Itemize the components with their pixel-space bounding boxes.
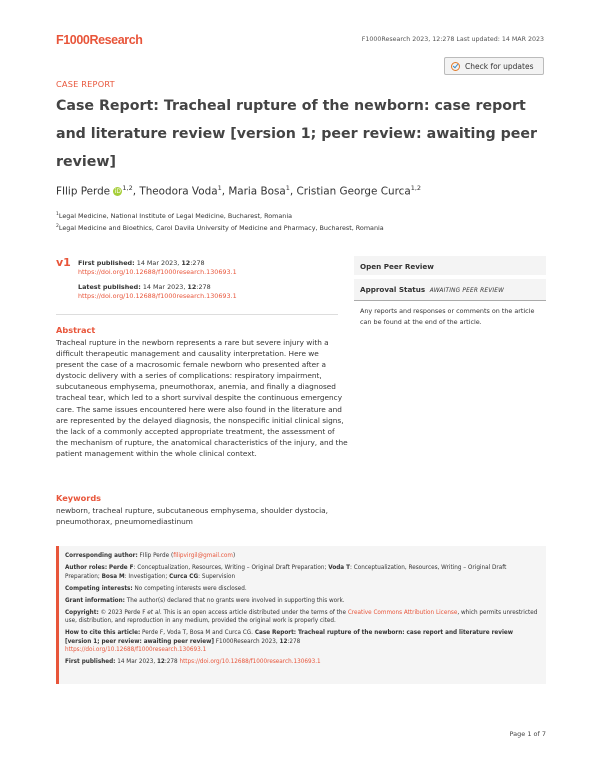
header-citation: F1000Research 2023, 12:278 Last updated: 14 MAR 2023	[361, 36, 544, 43]
author-name[interactable]: FIlip Perde	[56, 185, 111, 198]
cite-doi-link[interactable]: https://doi.org/10.12688/f1000research.130693.1	[65, 647, 207, 654]
cite-title: Case Report: Tracheal rupture of the newborn: case report and literature review [version 1; peer review: awaiting peer review]	[65, 630, 514, 645]
first-published-doi-link[interactable]: https://doi.org/10.12688/f1000research.130693.1	[78, 268, 237, 276]
copyright-pre: © 2023 Perde F	[100, 609, 148, 616]
abstract-heading: Abstract	[56, 325, 96, 335]
article-type-label: CASE REPORT	[56, 79, 115, 89]
copyright	[65, 609, 538, 626]
role-text: : Supervision	[198, 573, 236, 580]
page-number: Page 1 of 7	[509, 730, 546, 738]
cc-license-link[interactable]: Creative Commons Attribution License	[347, 609, 458, 616]
latest-published-page: :278	[196, 283, 211, 291]
affiliation-num: 1	[56, 212, 59, 217]
cite-authors: Perde F, Voda T, Bosa M and Curca CG.	[142, 630, 253, 637]
firstpub-label: First published:	[65, 659, 116, 666]
role-author: Voda T	[328, 564, 351, 571]
competing-text: No competing interests were disclosed.	[134, 585, 247, 592]
corresponding-author: Corresponding author: FIlip Perde (filipvirgil@gmail.com)	[65, 553, 236, 559]
affiliation-text: Legal Medicine, National Institute of Legal Medicine, Bucharest, Romania	[58, 212, 293, 221]
latest-published-vol: 12	[187, 283, 197, 291]
copyright-post: , which permits unrestricted use, distribution, and reproduction in any medium, provided the original work is properly cited.	[65, 609, 538, 625]
cite-vol: 12	[279, 638, 288, 645]
firstpub-vol: 12	[156, 659, 165, 666]
role-text: : Conceptualization, Resources, Writing – Original Draft Preparation;	[65, 564, 507, 580]
check-for-updates-button[interactable]	[444, 57, 544, 75]
peer-review-note: Any reports and responses or comments on the article can be found at the end of the article.	[360, 307, 535, 326]
role-text: : Conceptualization, Resources, Writing – Original Draft Preparation;	[133, 564, 329, 571]
peer-review-panel	[354, 256, 546, 340]
role-author: Bosa M	[101, 573, 125, 580]
approval-status	[354, 279, 546, 301]
corr-label: Corresponding author:	[65, 553, 138, 559]
roles-label: Author roles:	[65, 564, 108, 571]
role-text: : Investigation;	[124, 573, 170, 580]
cite-page: :278	[287, 638, 301, 645]
competing-label: Competing interests:	[65, 585, 133, 592]
latest-published-date: 14 Mar 2023,	[142, 283, 188, 291]
check-updates-icon	[451, 62, 460, 71]
author-affil-sup: 1	[285, 184, 290, 192]
first-published-block	[78, 259, 237, 277]
role-author: Perde F	[108, 564, 134, 571]
keywords-heading: Keywords	[56, 493, 102, 503]
journal-logo: F1000Research	[56, 33, 143, 47]
latest-published-label: Latest published:	[78, 283, 141, 291]
author-affil-sup: 1	[217, 184, 222, 192]
cite-journal: F1000Research 2023,	[215, 638, 278, 645]
grant-label: Grant information:	[65, 597, 125, 604]
first-published-vol: 12	[181, 259, 191, 267]
affiliation-2	[56, 224, 384, 232]
keywords-text: newborn, tracheal rupture, subcutaneous emphysema, shoulder dystocia, pneumothorax, pneumomediastinum	[56, 506, 328, 527]
divider	[56, 314, 338, 315]
latest-published-block	[78, 283, 237, 301]
corr-name: FIlip Perde	[139, 553, 170, 559]
grant-information	[65, 597, 538, 606]
first-published-info	[65, 658, 538, 667]
author-affil-sup: 1,2	[122, 184, 133, 192]
first-published-date: 14 Mar 2023,	[136, 259, 182, 267]
approval-status-value: AWAITING PEER REVIEW	[429, 288, 505, 294]
article-title: Case Report: Tracheal rupture of the newborn: case report and literature review [version 1; peer review: awaiting peer review]	[56, 98, 538, 170]
author-name[interactable]: Maria Bosa	[228, 185, 286, 198]
approval-status-label: Approval Status	[360, 285, 426, 294]
author-list: FIlip Perde iD$^{1,2}$, Theodora Voda$^1$, Maria Bosa$^1$, Cristian George Curca$^{1,2}$	[56, 184, 422, 198]
affiliation-num: 2	[56, 224, 59, 229]
copyright-label: Copyright:	[65, 609, 99, 616]
how-to-cite	[65, 629, 538, 655]
firstpub-page: :278	[164, 659, 178, 666]
firstpub-doi-link[interactable]: https://doi.org/10.12688/f1000research.130693.1	[179, 659, 321, 666]
copyright-etal: et al	[147, 609, 160, 616]
affiliation-text: Legal Medicine and Bioethics, Carol Davila University of Medicine and Pharmacy, Bucharest, Romania	[58, 224, 384, 233]
copyright-mid: . This is an open access article distributed under the terms of the	[159, 609, 348, 616]
peer-review-heading: Open Peer Review	[354, 256, 546, 275]
firstpub-date: 14 Mar 2023,	[117, 659, 156, 666]
orcid-icon[interactable]: iD	[114, 188, 122, 196]
affiliation-1	[56, 212, 292, 220]
author-name[interactable]: Cristian George Curca	[296, 185, 411, 198]
grant-text: The author(s) declared that no grants were involved in supporting this work.	[126, 597, 345, 604]
first-published-label: First published:	[78, 259, 135, 267]
article-info-box	[56, 546, 546, 684]
abstract-text: Tracheal rupture in the newborn represents a rare but severe injury with a difficult therapeutic management and causality interpretation. Here we present the case of a macrosomic female newborn who presented after a dystocic delivery with a series of complications: respiratory impairment, subcutaneous emphysema, pneumothorax, anemia, and finally a diagnosed tracheal tear, which led to a short survival despite the continuous emergency care. The same issues encountered here were also found in the literature and are represented by the delayed diagnosis, the nonspecific initial clinical signs, the lack of a commonly accepted appropriate treatment, the assessment of the mechanism of rupture, the anatomical characteristics of the injury, and the patient management within the whole clinical context.	[56, 338, 348, 458]
author-roles	[65, 564, 538, 581]
role-author: Curca CG	[169, 573, 199, 580]
version-label: v1	[56, 256, 71, 269]
latest-published-doi-link[interactable]: https://doi.org/10.12688/f1000research.130693.1	[78, 292, 237, 300]
competing-interests	[65, 585, 538, 594]
corr-email-link[interactable]: filipvirgil@gmail.com	[173, 553, 233, 559]
check-updates-label: Check for updates	[465, 61, 534, 71]
author-name[interactable]: Theodora Voda	[139, 185, 218, 198]
author-affil-sup: 1,2	[410, 184, 422, 192]
first-published-page: :278	[190, 259, 205, 267]
cite-label: How to cite this article:	[65, 630, 141, 637]
